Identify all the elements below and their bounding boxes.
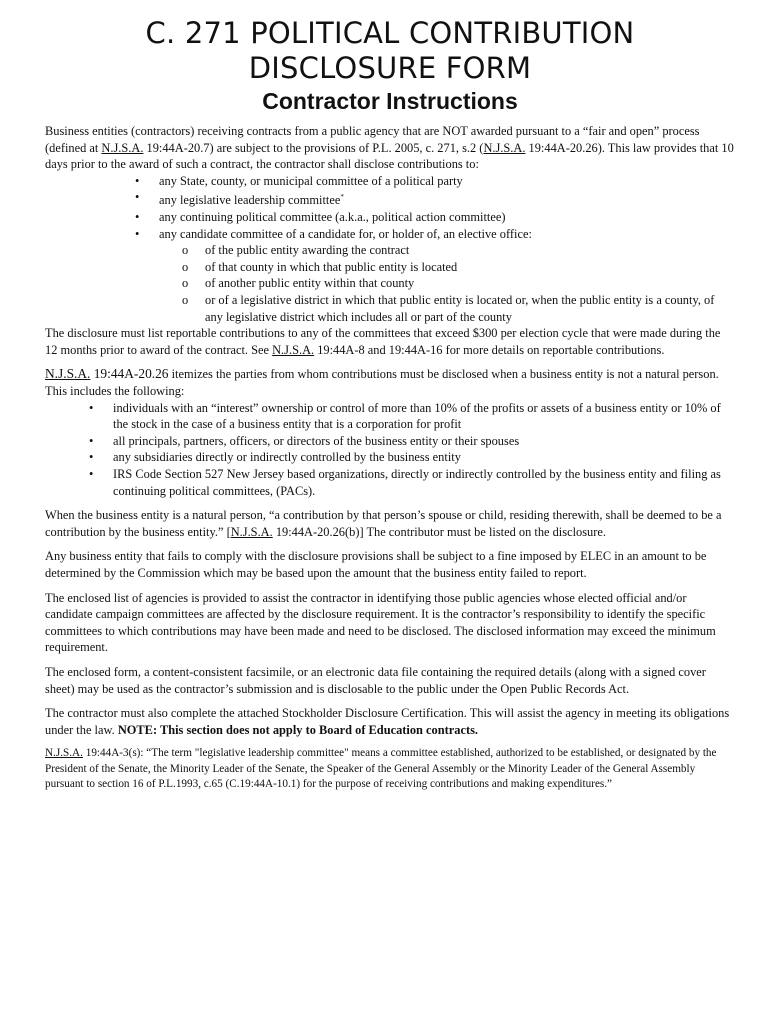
- njsa-ref: N.J.S.A.: [483, 140, 526, 155]
- fine-paragraph: Any business entity that fails to comply with the disclosure provisions shall be subject to a fine imposed by ELEC in an amount to be determined by the Commission which may be based upon the amount that the business entity failed to report.: [45, 549, 707, 580]
- list-item: o of another public entity within that county: [45, 275, 735, 292]
- title-line-1: C. 271 POLITICAL CONTRIBUTION: [145, 16, 635, 50]
- njsa-ref: N.J.S.A.: [45, 366, 91, 382]
- list-item: • individuals with an “interest” ownership or control of more than 10% of the profits or assets of a business entity or 10% of the stock in the case of a business entity that is a corporation for profit: [45, 400, 735, 433]
- disclosure-paragraph: The disclosure must list reportable contributions to any of the committees that exceed $300 per election cycle that were made during the 12 months prior to award of the contract. See N.J.S.A. 19:44A-8 and 19:44A-16 for more details on reportable contributions.: [45, 326, 721, 357]
- committee-list: [45, 173, 735, 243]
- list-item: • any candidate committee of a candidate for, or holder of, an elective office:: [45, 226, 735, 243]
- form-title: [45, 16, 735, 86]
- list-item: o of that county in which that public entity is located: [45, 259, 735, 276]
- list-item: • any State, county, or municipal committee of a political party: [45, 173, 735, 190]
- footnote-marker: *: [340, 193, 344, 202]
- njsa-ref: N.J.S.A.: [45, 747, 83, 760]
- njsa-ref: N.J.S.A.: [101, 140, 144, 155]
- document-page: [45, 16, 735, 793]
- footnote: N.J.S.A. 19:44A-3(s): “The term "legislative leadership committee" means a committee established, authorized to be established, or designated by the President of the Senate, the Minority Leader of the Senate, the Speaker of the General Assembly or the Minority Leader of the General Assembly pursuant to section 16 of P.L.1993, c.65 (C.19:44A-10.1) for the purpose of receiving contributions and making expenditures.”: [45, 747, 717, 791]
- list-item: o or of a legislative district in which that public entity is located or, when the public entity is a county, of any legislative district which includes all or part of the county: [45, 292, 735, 325]
- itemizes-paragraph: N.J.S.A. 19:44A-20.26 itemizes the parties from whom contributions must be disclosed when a business entity is not a natural person. This includes the following:: [45, 366, 719, 399]
- list-item: o of the public entity awarding the contract: [45, 242, 735, 259]
- note-text: NOTE: This section does not apply to Board of Education contracts.: [117, 722, 478, 737]
- njsa-ref: N.J.S.A.: [272, 342, 315, 357]
- agencies-paragraph: The enclosed list of agencies is provided to assist the contractor in identifying those public agencies whose elected official and/or candidate campaign committees are affected by the disclosure requirement. It is the contractor’s responsibility to identify the specific committees to which contributions may have been made and need to be disclosed. The disclosed information may exceed the minimum requirement.: [45, 590, 716, 655]
- form-paragraph: The enclosed form, a content-consistent facsimile, or an electronic data file containing the required details (along with a signed cover sheet) may be used as the contractor’s submission and is disclosable to the public under the Open Public Records Act.: [45, 664, 706, 696]
- form-subtitle: Contractor Instructions: [262, 88, 518, 114]
- intro-paragraph: Business entities (contractors) receiving contracts from a public agency that are NOT awarded pursuant to a “fair and open” process (defined at N.J.S.A. 19:44A-20.7) are subject to the provisions of P.L. 2005, c. 271, s.2 (N.J.S.A. 19:44A-20.26). This law provides that 10 days prior to the award of such a contract, the contractor shall disclose contributions to:: [45, 124, 734, 172]
- natural-person-paragraph: When the business entity is a natural person, “a contribution by that person’s spouse or child, residing therewith, shall be deemed to be a contribution by the business entity.” [N.J.S.A. 19:44A-20.26(b)] The contributor must be listed on the disclosure.: [45, 508, 722, 539]
- list-item: • IRS Code Section 527 New Jersey based organizations, directly or indirectly controlled by the business entity and filing as continuing political committees, (PACs).: [45, 466, 735, 499]
- title-line-2: DISCLOSURE FORM: [248, 51, 532, 85]
- list-item: • any legislative leadership committee*: [45, 189, 735, 209]
- list-item: • any continuing political committee (a.k.a., political action committee): [45, 209, 735, 226]
- list-item: • all principals, partners, officers, or directors of the business entity or their spouses: [45, 433, 735, 450]
- parties-list: [45, 400, 735, 500]
- list-item: • any subsidiaries directly or indirectly controlled by the business entity: [45, 449, 735, 466]
- office-sublist: [45, 242, 735, 325]
- njsa-ref: N.J.S.A.: [230, 524, 273, 539]
- stockholder-paragraph: The contractor must also complete the attached Stockholder Disclosure Certification. This will assist the agency in meeting its obligations under the law. NOTE: This section does not apply to Board of Education contracts.: [45, 706, 730, 737]
